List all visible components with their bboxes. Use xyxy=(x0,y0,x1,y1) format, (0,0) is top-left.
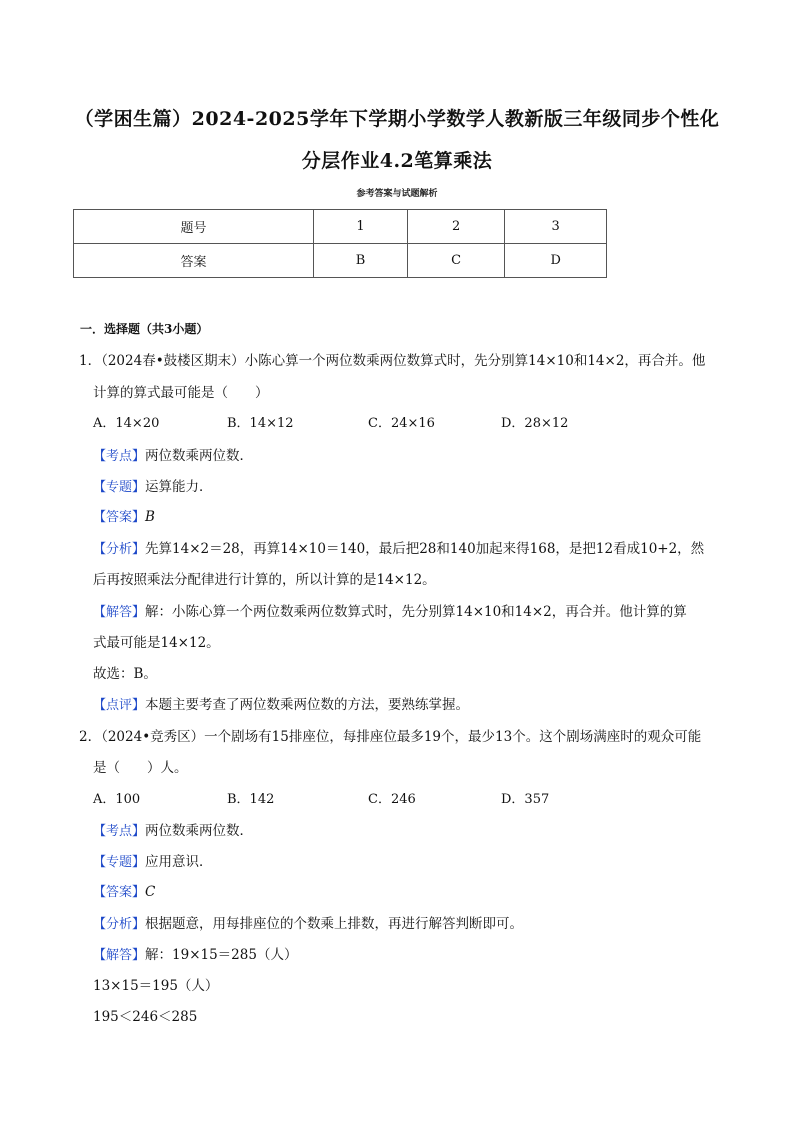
question-1-option-c: C．24×16 xyxy=(368,416,435,431)
question-1-guxuan: 故选：B。 xyxy=(93,666,157,682)
question-1-kaodian xyxy=(93,444,253,464)
document-title-line-1: （学困生篇）2024-2025学年下学期小学数学人教新版三年级同步个性化 xyxy=(74,108,720,130)
kaodian-text: 两位数乘两位数． xyxy=(145,823,254,839)
dianping-tag: 【点评】 xyxy=(93,698,146,713)
question-1-dianping xyxy=(93,693,469,713)
question-2-option-c: C．246 xyxy=(368,792,416,807)
zhuanti-tag: 【专题】 xyxy=(93,855,146,870)
table-row xyxy=(74,210,607,244)
table-cell: C xyxy=(407,244,504,278)
kaodian-text: 两位数乘两位数． xyxy=(145,448,254,464)
jieda-text: 解：小陈心算一个两位数乘两位数算式时，先分别算14×10和14×2，再合并。他计算的算 xyxy=(145,604,687,620)
question-1-stem-line-1: 1．（2024春•鼓楼区期末）小陈心算一个两位数乘两位数算式时，先分别算14×10和14×2，再合并。他 xyxy=(79,353,706,369)
question-2-jieda xyxy=(93,943,297,963)
question-1-daan xyxy=(93,506,155,525)
fenxi-tag: 【分析】 xyxy=(93,917,146,932)
question-1-jieda-line-1 xyxy=(93,600,687,620)
jieda-text: 解：19×15＝285（人） xyxy=(145,947,298,963)
kaodian-tag: 【考点】 xyxy=(93,824,146,839)
table-header-cell: 题号 xyxy=(74,210,314,244)
question-2-calc-1: 13×15＝195（人） xyxy=(93,978,219,994)
question-2-fenxi xyxy=(93,912,523,932)
fenxi-tag: 【分析】 xyxy=(93,542,146,557)
question-2-stem-line-2: 是（ ）人。 xyxy=(93,760,188,776)
table-cell: D xyxy=(505,244,607,278)
dianping-text: 本题主要考查了两位数乘两位数的方法，要熟练掌握。 xyxy=(145,697,470,713)
question-2-kaodian xyxy=(93,819,253,839)
document-subtitle: 参考答案与试题解析 xyxy=(356,189,438,199)
zhuanti-text: 运算能力． xyxy=(145,479,213,495)
kaodian-tag: 【考点】 xyxy=(93,449,146,464)
question-1-stem-line-2: 计算的算式最可能是（ ） xyxy=(93,385,269,401)
question-1-fenxi-line-1 xyxy=(93,537,704,557)
question-2-calc-2: 195＜246＜285 xyxy=(93,1009,198,1025)
fenxi-text: 根据题意，用每排座位的个数乘上排数，再进行解答判断即可。 xyxy=(145,916,524,932)
table-header-cell: 答案 xyxy=(74,244,314,278)
zhuanti-tag: 【专题】 xyxy=(93,480,146,495)
daan-tag: 【答案】 xyxy=(93,510,146,525)
question-2-option-d: D．357 xyxy=(501,792,550,807)
table-cell: 2 xyxy=(407,210,504,244)
daan-tag: 【答案】 xyxy=(93,885,146,900)
question-2-daan xyxy=(93,881,155,900)
question-2-option-a: A．100 xyxy=(93,792,141,807)
question-1-option-d: D．28×12 xyxy=(501,416,569,431)
section-title: 一．选择题（共3小题） xyxy=(80,322,209,336)
jieda-tag: 【解答】 xyxy=(93,605,146,620)
daan-text: C xyxy=(145,884,156,900)
zhuanti-text: 应用意识． xyxy=(145,854,213,870)
jieda-tag: 【解答】 xyxy=(93,948,146,963)
table-row xyxy=(74,244,607,278)
document-title-line-2: 分层作业4.2笔算乘法 xyxy=(301,150,493,172)
question-2-stem-line-1: 2．（2024•竞秀区）一个剧场有15排座位，每排座位最多19个，最少13个。这个剧场满座时的观众可能 xyxy=(79,729,702,745)
answer-table xyxy=(73,209,607,278)
fenxi-text: 先算14×2＝28，再算14×10＝140，最后把28和140加起来得168，是把12看成10+2，然 xyxy=(145,541,705,557)
question-1-jieda-line-2: 式最可能是14×12。 xyxy=(93,635,220,651)
daan-text: B xyxy=(145,509,155,525)
question-1-zhuanti xyxy=(93,475,213,495)
table-cell: B xyxy=(314,244,408,278)
question-1-option-a: A．14×20 xyxy=(93,416,160,431)
table-cell: 3 xyxy=(505,210,607,244)
table-cell: 1 xyxy=(314,210,408,244)
question-2-zhuanti xyxy=(93,850,213,870)
question-1-option-b: B．14×12 xyxy=(227,416,294,431)
question-1-fenxi-line-2: 后再按照乘法分配律进行计算的，所以计算的是14×12。 xyxy=(93,572,436,588)
question-2-option-b: B．142 xyxy=(227,792,275,807)
